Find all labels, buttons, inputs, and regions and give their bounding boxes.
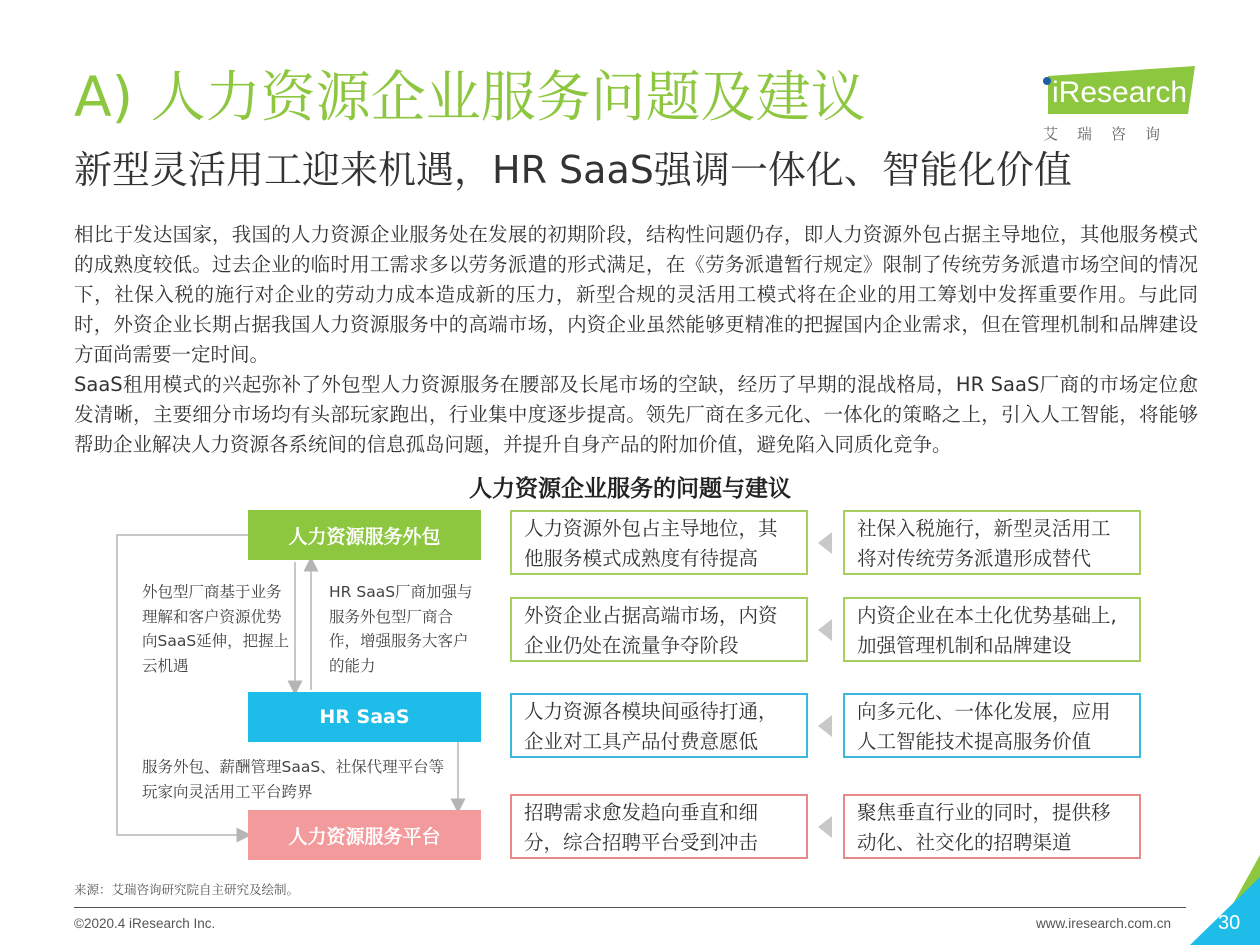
problem-box-2: 外资企业占据高端市场，内资企业仍处在流量争夺阶段 <box>510 597 808 662</box>
problem-box-4: 招聘需求愈发趋向垂直和细分，综合招聘平台受到冲击 <box>510 794 808 859</box>
chevron-left-icon <box>818 715 832 737</box>
suggestion-box-3: 向多元化、一体化发展，应用人工智能技术提高服务价值 <box>843 693 1141 758</box>
suggestion-box-4: 聚焦垂直行业的同时，提供移动化、社交化的招聘渠道 <box>843 794 1141 859</box>
suggestion-box-2: 内资企业在本土化优势基础上,加强管理机制和品牌建设 <box>843 597 1141 662</box>
footer-divider <box>74 907 1186 908</box>
box-hr-saas: HR SaaS <box>248 692 481 742</box>
suggestion-box-1: 社保入税施行，新型灵活用工将对传统劳务派遣形成替代 <box>843 510 1141 575</box>
chevron-left-icon <box>818 816 832 838</box>
copyright: ©2020.4 iResearch Inc. <box>74 916 216 931</box>
box-hr-outsourcing: 人力资源服务外包 <box>248 510 481 560</box>
diagram-title: 人力资源企业服务的问题与建议 <box>469 476 791 502</box>
page-number: 30 <box>1218 912 1241 934</box>
chevron-left-icon <box>818 532 832 554</box>
body-paragraph-1: 相比于发达国家，我国的人力资源企业服务处在发展的初期阶段，结构性问题仍存，即人力资源外包占据主导地位，其他服务模式的成熟度较低。过去企业的临时用工需求多以劳务派遣的形式满足，在《劳务派遣暂行规定》限制了传统劳务派遣市场空间的情况下，社保入税的施行对企业的劳动力成本造成新的压力，新型合规的灵活用工模式将在企业的用工筹划中发挥重要作用。与此同时，外资企业长期占据我国人力资源服务中的高端市场，内资企业虽然能够更精准的把握国内企业需求，但在管理机制和品牌建设方面尚需要一定时间。 <box>74 223 1198 366</box>
page-title: A) 人力资源企业服务问题及建议 <box>74 65 866 129</box>
body-paragraph-2: SaaS租用模式的兴起弥补了外包型人力资源服务在腰部及长尾市场的空缺，经历了早期的混战格局，HR SaaS厂商的市场定位愈发清晰，主要细分市场均有头部玩家跑出，行业集中度逐步提高。领先厂商在多元化、一体化的策略之上，引入人工智能，将能够帮助企业解决人力资源各系统间的信息孤岛问题，并提升自身产品的附加价值，避免陷入同质化竞争。 <box>74 373 1198 456</box>
note-to-platform: 服务外包、薪酬管理SaaS、社保代理平台等玩家向灵活用工平台跨界 <box>142 758 445 801</box>
chevron-left-icon <box>818 619 832 641</box>
website-url: www.iresearch.com.cn <box>1036 916 1172 931</box>
box-hr-platform: 人力资源服务平台 <box>248 810 481 860</box>
problem-box-1: 人力资源外包占主导地位，其他服务模式成熟度有待提高 <box>510 510 808 575</box>
logo-wordmark: iResearch <box>1052 76 1188 109</box>
source-note: 来源：艾瑞咨询研究院自主研究及绘制。 <box>74 882 300 897</box>
note-saas-to-outsourcing: HR SaaS厂商加强与服务外包型厂商合作，增强服务大客户的能力 <box>329 583 473 675</box>
page-subtitle: 新型灵活用工迎来机遇，HR SaaS强调一体化、智能化价值 <box>74 148 1072 192</box>
note-outsourcing-to-saas: 外包型厂商基于业务理解和客户资源优势向SaaS延伸，把握上云机遇 <box>142 583 290 675</box>
logo-chinese: 艾瑞咨询 <box>1043 125 1180 143</box>
problem-box-3: 人力资源各模块间亟待打通，企业对工具产品付费意愿低 <box>510 693 808 758</box>
